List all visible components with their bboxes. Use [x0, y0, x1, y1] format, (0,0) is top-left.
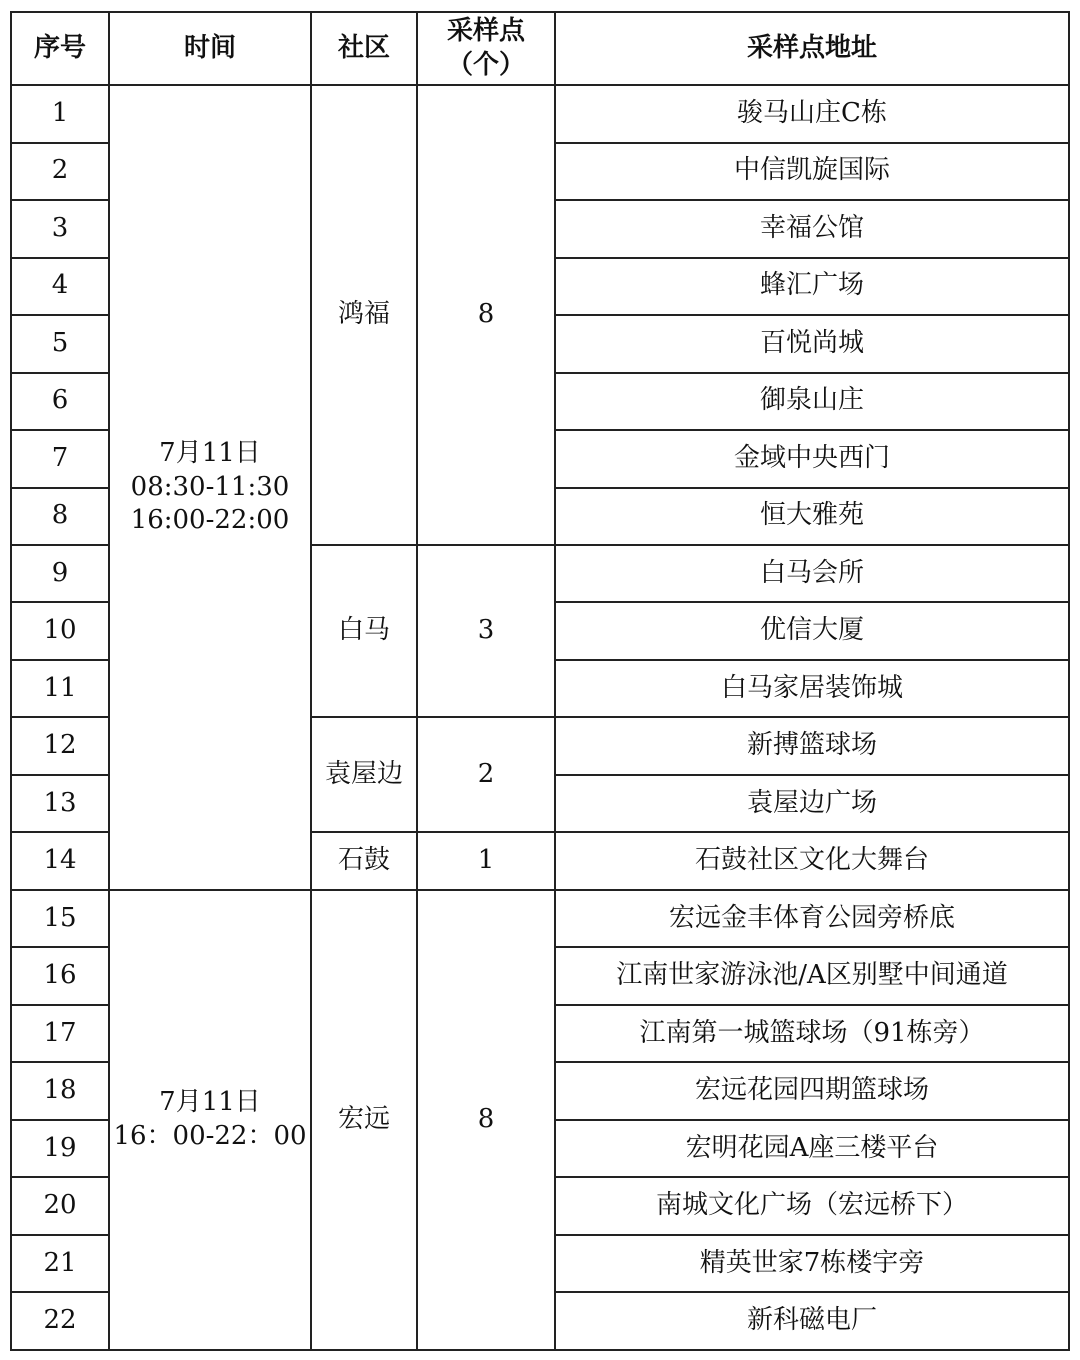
row-number: 21 [11, 1235, 109, 1292]
time-date: 7月11日 [159, 437, 261, 468]
community-cell: 白马 [311, 545, 417, 717]
community-cell: 宏远 [311, 890, 417, 1350]
address-cell: 中信凯旋国际 [555, 143, 1069, 200]
row-number: 19 [11, 1120, 109, 1177]
row-number: 4 [11, 258, 109, 315]
address-cell: 南城文化广场（宏远桥下） [555, 1177, 1069, 1234]
address-cell: 幸福公馆 [555, 200, 1069, 257]
header-points-line2: （个） [446, 49, 525, 80]
row-number: 13 [11, 775, 109, 832]
address-cell: 新科磁电厂 [555, 1292, 1069, 1350]
community-cell: 石鼓 [311, 832, 417, 889]
time-range: 16:00-22:00 [130, 505, 290, 536]
time-range: 08:30-11:30 [130, 471, 290, 502]
community-cell: 袁屋边 [311, 717, 417, 832]
points-count-cell: 8 [417, 890, 555, 1350]
address-cell: 恒大雅苑 [555, 488, 1069, 545]
address-cell: 御泉山庄 [555, 373, 1069, 430]
time-cell [109, 890, 311, 1350]
address-cell: 精英世家7栋楼宇旁 [555, 1235, 1069, 1292]
community-cell: 鸿福 [311, 85, 417, 545]
points-count-cell: 8 [417, 85, 555, 545]
header-community: 社区 [311, 12, 417, 85]
points-count-cell: 2 [417, 717, 555, 832]
address-cell: 江南第一城篮球场（91栋旁） [555, 1005, 1069, 1062]
address-cell: 骏马山庄C栋 [555, 85, 1069, 142]
row-number: 20 [11, 1177, 109, 1234]
row-number: 8 [11, 488, 109, 545]
row-number: 7 [11, 430, 109, 487]
address-cell: 蜂汇广场 [555, 258, 1069, 315]
row-number: 11 [11, 660, 109, 717]
address-cell: 宏远金丰体育公园旁桥底 [555, 890, 1069, 947]
row-number: 18 [11, 1062, 109, 1119]
header-row [11, 12, 1069, 85]
time-cell [109, 85, 311, 890]
row-number: 12 [11, 717, 109, 774]
address-cell: 金域中央西门 [555, 430, 1069, 487]
address-cell: 白马会所 [555, 545, 1069, 602]
time-range: 16：00-22：00 [113, 1120, 307, 1151]
header-seq: 序号 [11, 12, 109, 85]
time-date: 7月11日 [159, 1087, 261, 1118]
row-number: 2 [11, 143, 109, 200]
row-number: 17 [11, 1005, 109, 1062]
header-address: 采样点地址 [555, 12, 1069, 85]
address-cell: 宏明花园A座三楼平台 [555, 1120, 1069, 1177]
points-count-cell: 1 [417, 832, 555, 889]
table-row [11, 85, 1069, 142]
address-cell: 白马家居装饰城 [555, 660, 1069, 717]
row-number: 1 [11, 85, 109, 142]
sampling-schedule-table [10, 11, 1070, 1351]
row-number: 22 [11, 1292, 109, 1350]
row-number: 5 [11, 315, 109, 372]
address-cell: 宏远花园四期篮球场 [555, 1062, 1069, 1119]
address-cell: 石鼓社区文化大舞台 [555, 832, 1069, 889]
address-cell: 百悦尚城 [555, 315, 1069, 372]
address-cell: 江南世家游泳池/A区别墅中间通道 [555, 947, 1069, 1004]
header-points-line1: 采样点 [446, 15, 525, 46]
table-row [11, 890, 1069, 947]
row-number: 14 [11, 832, 109, 889]
row-number: 15 [11, 890, 109, 947]
header-time: 时间 [109, 12, 311, 85]
row-number: 3 [11, 200, 109, 257]
header-points [417, 12, 555, 85]
row-number: 6 [11, 373, 109, 430]
row-number: 9 [11, 545, 109, 602]
address-cell: 新搏篮球场 [555, 717, 1069, 774]
address-cell: 袁屋边广场 [555, 775, 1069, 832]
address-cell: 优信大厦 [555, 602, 1069, 659]
row-number: 16 [11, 947, 109, 1004]
points-count-cell: 3 [417, 545, 555, 717]
row-number: 10 [11, 602, 109, 659]
